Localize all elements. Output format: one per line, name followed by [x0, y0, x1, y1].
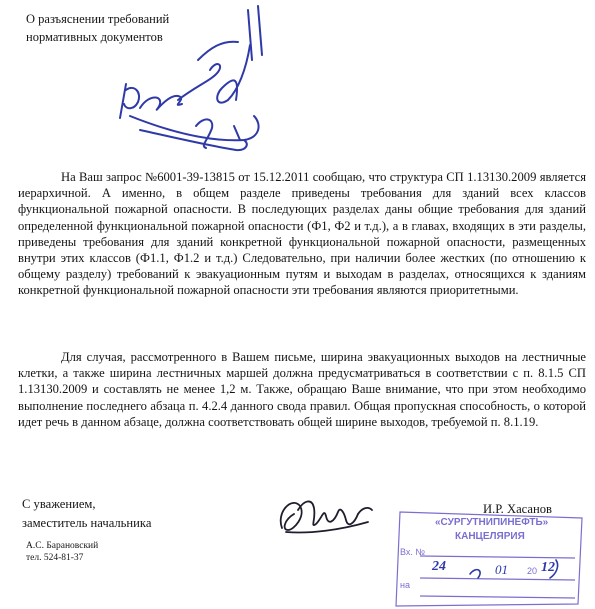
- letter-subject: [26, 10, 169, 46]
- stamp-office: КАНЦЕЛЯРИЯ: [455, 531, 525, 542]
- stamp-year-suffix: 12: [541, 560, 555, 575]
- body-paragraph-1: [18, 169, 586, 299]
- stamp-incoming-label: Вх. №: [400, 547, 426, 557]
- signer-name: И.Р. Хасанов: [483, 502, 552, 516]
- closing-regards: С уважением,: [22, 497, 96, 511]
- paragraph-2-text: Для случая, рассмотренного в Вашем письме, ширина эвакуационных выходов на лестничные клетки, а также ширина лестничных маршей должна предусматриваться в соответствии с п. 8.1.5 СП 1.13130.2009 и составлять не менее 1,2 м. Также, обращаю Ваше внимание, что при этом необходимо выполнение последнего абзаца п. 4.2.4 данного свода правил. Общая пропускная способность, о которой идет речь в данном абзаце, должна соответствовать общей ширине выходов, требуемой п. 8.1.19.: [18, 350, 586, 429]
- stamp-organization: «СУРГУТНИПИНЕФТЬ»: [435, 517, 549, 528]
- subject-line-1: О разъяснении требований: [26, 12, 170, 26]
- stamp-year-prefix: 20: [527, 566, 538, 576]
- executor-block: [26, 540, 98, 564]
- closing-block: [22, 495, 151, 533]
- stamp-day: 24: [432, 559, 446, 574]
- body-paragraph-2: [18, 349, 586, 430]
- subject-line-2: нормативных документов: [26, 30, 163, 44]
- paragraph-1-text: На Ваш запрос №6001-39-13815 от 15.12.2011 сообщаю, что структура СП 1.13130.2009 является иерархичной. А именно, в общем разделе приведены требования для зданий всех классов функциональной пожарной опасности. В последующих разделах даны общие требования для зданий определенной функциональной пожарной опасности (Ф1, Ф2 и т.д.), а в главах, входящих в эти разделы, приведены требования для зданий конкретной функциональной пожарной опасности, размещенных внутри этих классов (Ф1.1, Ф1.2 и т.д.) Следовательно, при наличии более жестких (по отношению к общему разделу) требований к эвакуационным путям и выходам в разделах, относящихся к зданиям конкретной функциональной пожарной опасности эти требования являются приоритетными.: [18, 170, 586, 298]
- stamp-number-label: на: [400, 580, 410, 590]
- executor-name: А.С. Барановский: [26, 541, 99, 551]
- executor-phone: тел. 524-81-37: [26, 553, 84, 563]
- stamp-month: 01: [495, 562, 508, 577]
- closing-position: заместитель начальника: [22, 516, 152, 530]
